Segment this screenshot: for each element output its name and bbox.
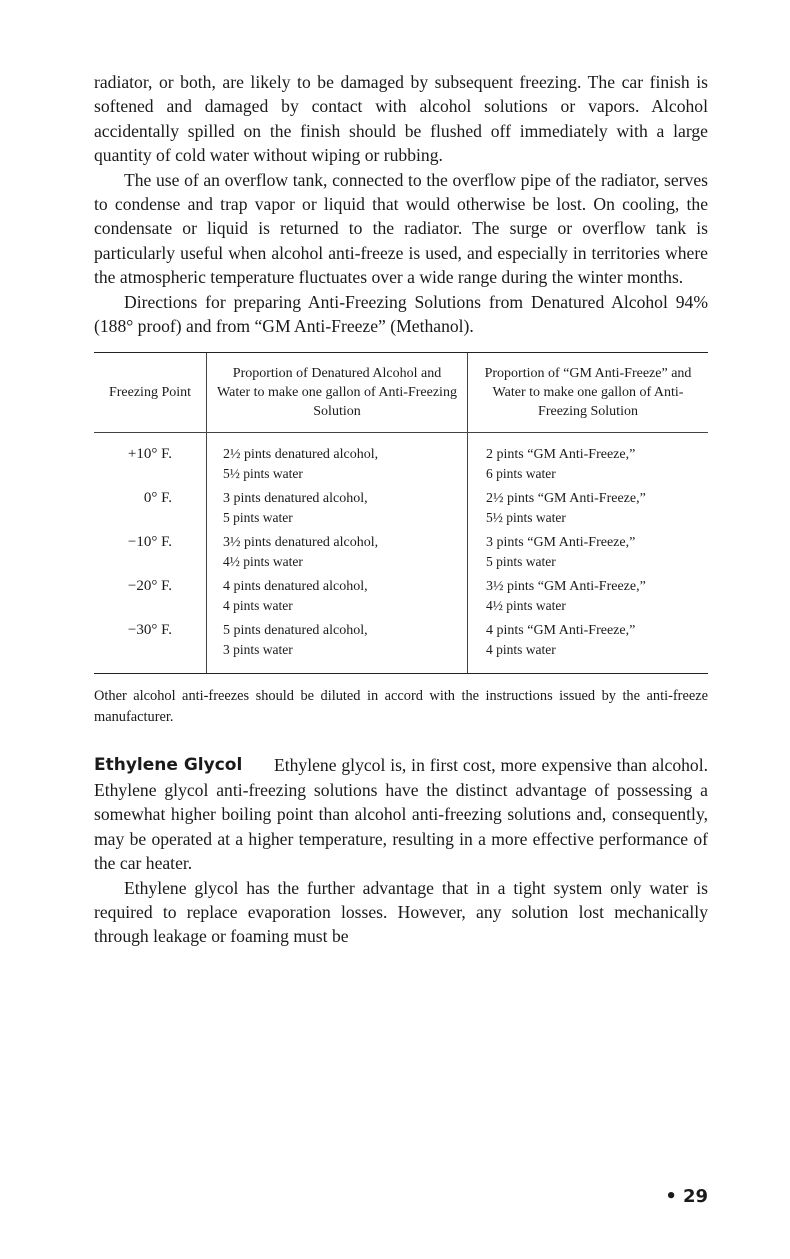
page-number [665, 1186, 708, 1207]
table-row [94, 621, 708, 673]
cell-gm [468, 489, 709, 533]
denatured-water-amount: 5 pints water [223, 510, 293, 526]
denatured-water-amount: 4 pints water [223, 598, 293, 614]
denatured-alcohol-amount: 3½ pints denatured alcohol, [223, 535, 379, 551]
cell-denatured [207, 489, 468, 533]
denatured-water-amount: 3 pints water [223, 642, 293, 658]
header-gm-proportion: Proportion of “GM Anti-Freeze” and Water to make one gallon of Anti-Freezing Solution [468, 353, 709, 433]
gm-antifreeze-amount: 2 pints “GM Anti-Freeze,” [486, 447, 636, 463]
cell-gm [468, 577, 709, 621]
cell-denatured [207, 533, 468, 577]
header-denatured-proportion: Proportion of Denatured Alcohol and Water to make one gallon of Anti-Freezing Solution [207, 353, 468, 433]
cell-gm [468, 433, 709, 490]
table-row [94, 489, 708, 533]
gm-water-amount: 4½ pints water [486, 598, 566, 614]
table-header-row [94, 353, 708, 433]
denatured-water-amount: 5½ pints water [223, 466, 303, 482]
gm-antifreeze-amount: 2½ pints “GM Anti-Freeze,” [486, 491, 646, 507]
paragraph-alcohol-damage: radiator, or both, are likely to be damaged by subsequent freezing. The car finish is softened and damaged by contact with alcohol solutions or vapors. Alcohol accidentally spilled on the finish should be flushed off immediately with a large quantity of cold water without wiping or rubbing. [94, 72, 708, 166]
cell-freezing-point: −20° F. [127, 578, 172, 595]
gm-water-amount: 4 pints water [486, 642, 556, 658]
cell-freezing-point: +10° F. [127, 446, 172, 463]
cell-freezing-point: −10° F. [127, 534, 172, 551]
table-row [94, 533, 708, 577]
cell-denatured [207, 621, 468, 673]
bullet-icon: • [665, 1186, 677, 1207]
gm-antifreeze-amount: 4 pints “GM Anti-Freeze,” [486, 623, 636, 639]
cell-denatured [207, 577, 468, 621]
denatured-alcohol-amount: 3 pints denatured alcohol, [223, 491, 368, 507]
denatured-alcohol-amount: 4 pints denatured alcohol, [223, 579, 368, 595]
denatured-alcohol-amount: 5 pints denatured alcohol, [223, 623, 368, 639]
cell-gm [468, 533, 709, 577]
table-row [94, 577, 708, 621]
table-footnote: Other alcohol anti-freezes should be diluted in accord with the instructions issued by the anti-freeze manufacturer. [94, 688, 708, 725]
paragraph-overflow-tank: The use of an overflow tank, connected to the overflow pipe of the radiator, serves to condense and trap vapor or liquid that would otherwise be lost. On cooling, the condensate or liquid is returned to the radiator. The surge or overflow tank is particularly useful when alcohol anti-freeze is used, and especially in territories where the atmospheric temperature fluctuates over a wide range during the winter months. [94, 169, 708, 288]
table-row [94, 433, 708, 490]
cell-gm [468, 621, 709, 673]
cell-freezing-point: −30° F. [127, 622, 172, 639]
gm-water-amount: 6 pints water [486, 466, 556, 482]
gm-water-amount: 5½ pints water [486, 510, 566, 526]
section-heading: Ethylene Glycol [94, 755, 243, 776]
header-freezing-point: Freezing Point [94, 353, 207, 433]
paragraph-ethylene-advantage: Ethylene glycol has the further advantage that in a tight system only water is required to replace evaporation losses. However, any solution lost mechanically through leakage or foaming must be [94, 877, 708, 947]
page-number-value: 29 [682, 1186, 708, 1207]
gm-antifreeze-amount: 3½ pints “GM Anti-Freeze,” [486, 579, 646, 595]
gm-antifreeze-amount: 3 pints “GM Anti-Freeze,” [486, 535, 636, 551]
gm-water-amount: 5 pints water [486, 554, 556, 570]
antifreeze-table [94, 352, 708, 674]
paragraph-ethylene-cost: Ethylene glycol is, in first cost, more expensive than alcohol. Ethylene glycol anti-freezing solutions have the distinct advantage of possessing a somewhat higher boiling point than alcohol anti-freezing solutions and, consequently, may be operated at a higher temperature, resulting in a more effective performance of the car heater. [94, 755, 708, 874]
denatured-alcohol-amount: 2½ pints denatured alcohol, [223, 447, 379, 463]
antifreeze-table-grid [94, 353, 708, 673]
section-ethylene-glycol [94, 753, 708, 948]
cell-denatured [207, 433, 468, 490]
paragraph-directions: Directions for preparing Anti-Freezing Solutions from Denatured Alcohol 94% (188° proof) and from “GM Anti-Freeze” (Methanol). [94, 291, 708, 337]
cell-freezing-point: 0° F. [143, 490, 172, 507]
denatured-water-amount: 4½ pints water [223, 554, 303, 570]
